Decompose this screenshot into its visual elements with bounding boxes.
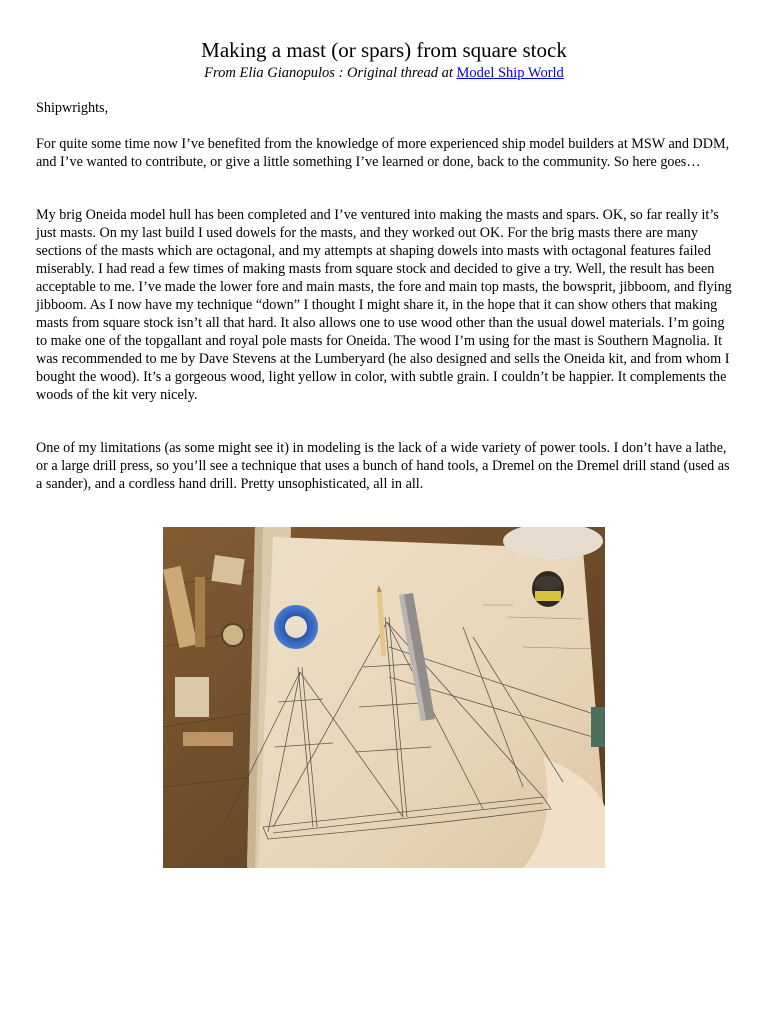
- author-credit: From Elia Gianopulos: [204, 65, 335, 81]
- subtitle-separator: :: [334, 65, 348, 81]
- paragraph-oneida: My brig Oneida model hull has been completed and I’ve ventured into making the masts and spars. OK, so far really it’s just masts. On my last build I used dowels for the masts, and they worked out OK. For the brig masts there are many sections of the masts which are octagonal, and my attempts at shaping dowels into masts with octagonal features failed miserably. I had read a few times of making masts from square stock and decided to give a try. Well, the result has been acceptable to me. I’ve made the lower fore and main masts, the fore and main top masts, the bowsprit, jibboom, and flying jibboom. As I now have my technique “down” I thought I might share it, in the hope that it can show others that making masts from square stock isn’t all that hard. It also allows one to use wood other than the usual dowel materials. I’m going to make one of the topgallant and royal pole masts for Oneida. The wood I’m using for the mast is Southern Magnolia. It was recommended to me by Dave Stevens at the Lumberyard (he also designed and sells the Oneida kit, and from whom I bought the wood). It’s a gorgeous wood, light yellow in color, with subtle grain. I couldn’t be happier. It complements the woods of the kit very nicely.: [36, 207, 732, 403]
- document-subtitle: [0, 63, 768, 83]
- greeting: Shipwrights,: [36, 100, 109, 116]
- document-title: Making a mast (or spars) from square stock: [201, 38, 567, 62]
- thread-credit: Original thread at: [347, 65, 457, 81]
- paragraph-intro: For quite some time now I’ve benefited from the knowledge of more experienced ship model builders at MSW and DDM, and I’ve wanted to contribute, or give a little something I’ve learned or done, back to the community. So here goes…: [36, 136, 730, 170]
- paragraph-tools: One of my limitations (as some might see it) in modeling is the lack of a wide variety of power tools. I don’t have a lathe, or a large drill press, so you’ll see a technique that uses a bunch of hand tools, a Dremel on the Dremel drill stand (used as a sander), and a cordless hand drill. Pretty unsophisticated, all in all.: [36, 440, 730, 492]
- workbench-plans-photo: [163, 527, 605, 868]
- model-ship-world-link[interactable]: Model Ship World: [456, 65, 564, 81]
